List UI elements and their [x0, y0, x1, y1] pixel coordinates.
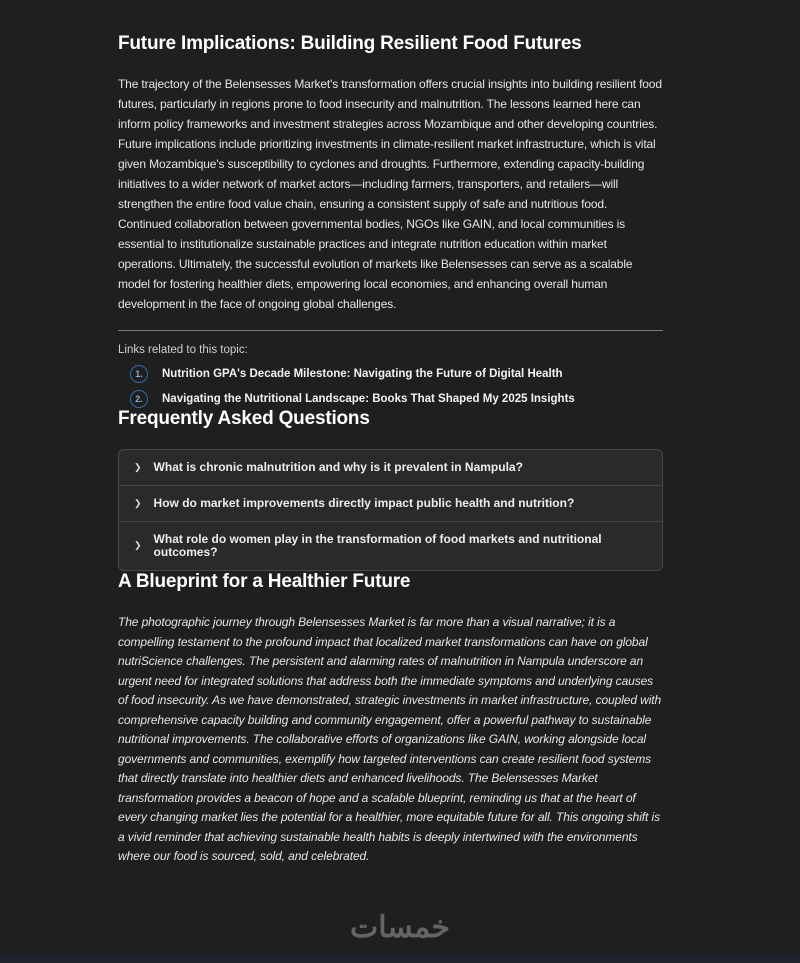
chevron-right-icon: ❯: [134, 540, 142, 551]
related-link-label[interactable]: Navigating the Nutritional Landscape: Books That Shaped My 2025 Insights: [162, 392, 575, 405]
blueprint-paragraph: The photographic journey through Belensesses Market is far more than a visual narrative; it is a compelling testament to the profound impact that localized market transformations can have on global nutriScience challenges. The persistent and alarming rates of malnutrition in Nampula underscore an urgent need for integrated solutions that address both the immediate symptoms and underlying causes of food insecurity. As we have demonstrated, strategic investments in market infrastructure, coupled with comprehensive capacity building and community engagement, offer a powerful pathway to sustainable nutritional improvements. The collaborative efforts of organizations like GAIN, working alongside local governments and communities, exemplify how targeted interventions can create resilient food systems that directly translate into healthier diets and enhanced livelihoods. The Belensesses Market transformation provides a beacon of hope and a scalable blueprint, reminding us that at the heart of every changing market lies the potential for a healthier, more equitable future for all. This ongoing shift is a vivid reminder that achieving sustainable health habits is deeply intertwined with the environments where our food is sourced, sold, and celebrated.: [118, 615, 662, 864]
related-link-1[interactable]: [118, 365, 663, 383]
blueprint-heading: A Blueprint for a Healthier Future: [118, 570, 411, 592]
chevron-right-icon: ❯: [134, 497, 142, 508]
article-content: [118, 0, 663, 867]
faq-item-1[interactable]: [119, 450, 662, 486]
faq-question-text: What role do women play in the transformation of food markets and nutritional outcomes?: [153, 531, 602, 559]
faq-question-text: How do market improvements directly impact public health and nutrition?: [153, 495, 575, 510]
faq-heading: Frequently Asked Questions: [118, 407, 370, 429]
link-number-badge: 2.: [130, 390, 148, 408]
bottom-strip: [0, 954, 800, 963]
faq-question-text: What is chronic malnutrition and why is it prevalent in Nampula?: [153, 459, 523, 474]
faq-accordion: [118, 449, 663, 571]
faq-item-3[interactable]: [119, 522, 662, 570]
chevron-right-icon: ❯: [134, 461, 142, 472]
related-link-2[interactable]: [118, 390, 663, 408]
faq-item-2[interactable]: [119, 486, 662, 522]
link-number-badge: 1.: [130, 365, 148, 383]
related-links-label: Links related to this topic:: [118, 343, 248, 356]
section-divider: [118, 330, 663, 331]
khamsat-watermark: خمسات: [349, 911, 451, 944]
future-implications-paragraph: The trajectory of the Belensesses Market's transformation offers crucial insights into building resilient food futures, particularly in regions prone to food insecurity and malnutrition. The lessons learned here can inform policy frameworks and investment strategies across Mozambique and other developing countries. Future implications include prioritizing investments in climate-resilient market infrastructure, which is vital given Mozambique's susceptibility to cyclones and droughts. Furthermore, extending capacity-building initiatives to a wider network of market actors—including farmers, transporters, and retailers—will strengthen the entire food value chain, ensuring a consistent supply of safe and nutritious food. Continued collaboration between governmental bodies, NGOs like GAIN, and local communities is essential to institutionalize sustainable practices and integrate nutrition education within market operations. Ultimately, the successful evolution of markets like Belensesses can serve as a scalable model for fostering healthier diets, empowering local economies, and enhancing overall human development in the face of ongoing global challenges.: [118, 76, 662, 311]
related-link-label[interactable]: Nutrition GPA's Decade Milestone: Navigating the Future of Digital Health: [162, 367, 563, 380]
future-implications-heading: Future Implications: Building Resilient Food Futures: [118, 33, 582, 54]
